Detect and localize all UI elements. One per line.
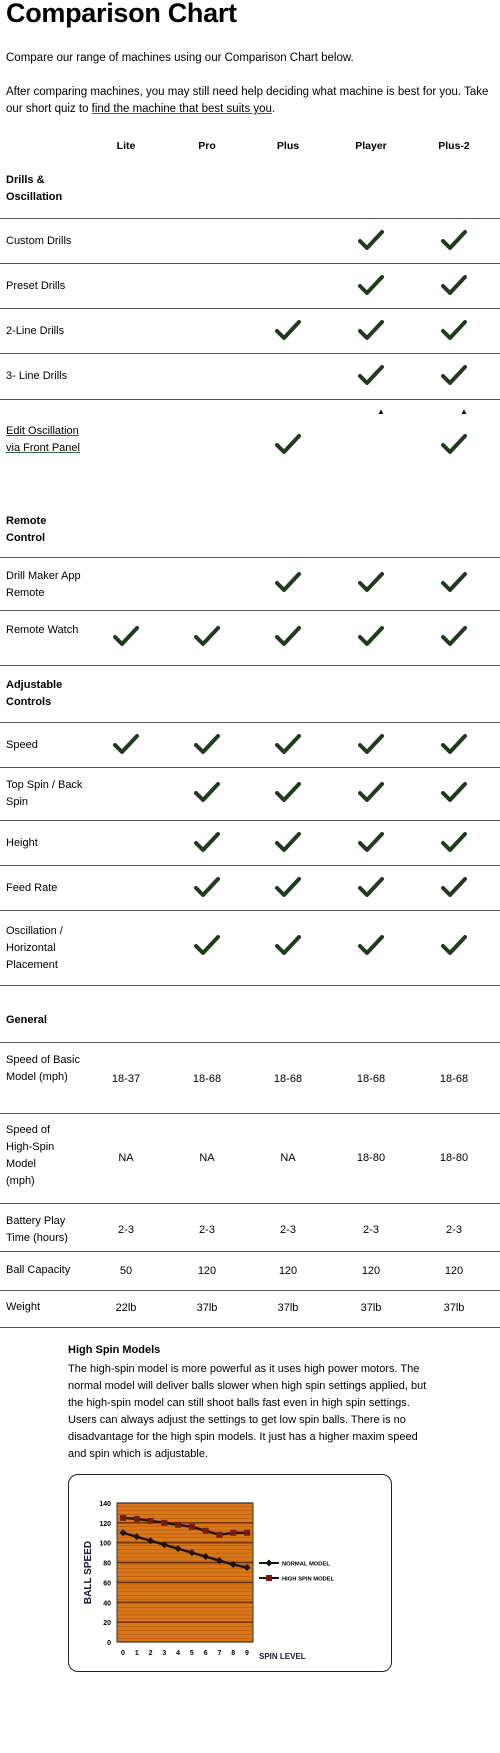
row-label-2-line-drills: 2-Line Drills: [6, 325, 65, 337]
value-cell: 2-3: [199, 1224, 215, 1236]
row-label-remote-watch: Remote Watch: [6, 624, 79, 636]
value-cell: 120: [197, 1265, 217, 1277]
row-label-ball-capacity: Ball Capacity: [6, 1264, 71, 1276]
checkmark-icon: [357, 831, 385, 853]
value-cell: 18-68: [192, 1073, 222, 1085]
row-label-height: Height: [6, 837, 38, 849]
row-divider: [0, 665, 500, 666]
row-label-3-line-drills: 3- Line Drills: [6, 370, 68, 382]
series-marker: [189, 1524, 195, 1530]
checkmark-icon: [193, 831, 221, 853]
checkmark-icon: [440, 934, 468, 956]
value-cell: 18-68: [439, 1073, 469, 1085]
checkmark-icon: [440, 831, 468, 853]
row-divider: [0, 910, 500, 911]
x-tick-label: 4: [176, 1650, 181, 1657]
checkmark-icon: [440, 274, 468, 296]
checkmark-icon: [357, 625, 385, 647]
checkmark-icon: [274, 781, 302, 803]
value-cell: NA: [118, 1152, 134, 1164]
column-header-lite: Lite: [116, 140, 136, 152]
series-marker: [120, 1515, 126, 1521]
checkmark-icon: [440, 571, 468, 593]
intro-text: Compare our range of machines using our Comparison Chart below.: [6, 52, 354, 64]
x-tick-label: 7: [217, 1650, 222, 1657]
value-cell: NA: [199, 1152, 215, 1164]
row-divider: [0, 865, 500, 866]
edit-oscillation-link[interactable]: Edit Oscillation via Front Panel: [6, 425, 80, 454]
value-cell: 37lb: [443, 1302, 465, 1314]
row-divider: [0, 557, 500, 558]
checkmark-icon: [193, 876, 221, 898]
column-header-pro: Pro: [198, 140, 216, 152]
row-divider: [0, 399, 500, 400]
checkmark-icon: [193, 625, 221, 647]
x-tick-label: 0: [121, 1650, 125, 1657]
high-spin-title: High Spin Models: [68, 1344, 161, 1356]
value-cell: 120: [444, 1265, 464, 1277]
row-label-top-spin: Top Spin / Back Spin: [6, 779, 83, 808]
value-cell: 22lb: [115, 1302, 137, 1314]
checkmark-icon: [274, 934, 302, 956]
row-label-speed-high-spin: Speed of High-Spin Model (mph): [6, 1124, 55, 1187]
row-label-feed-rate: Feed Rate: [6, 882, 58, 894]
value-cell: NA: [280, 1152, 296, 1164]
y-tick-label: 140: [99, 1501, 111, 1508]
x-tick-label: 3: [162, 1650, 167, 1657]
quiz-link[interactable]: find the machine that best suits you: [91, 103, 272, 115]
chart-canvas: [69, 1475, 391, 1671]
row-divider: [0, 767, 500, 768]
x-tick-label: 8: [231, 1650, 236, 1657]
row-divider: [0, 1251, 500, 1252]
checkmark-icon: [440, 433, 468, 455]
legend-label: NORMAL MODEL: [282, 1561, 330, 1568]
x-tick-label: 2: [148, 1650, 153, 1657]
x-tick-label: 6: [203, 1650, 208, 1657]
row-divider: [0, 722, 500, 723]
checkmark-icon: [440, 733, 468, 755]
checkmark-icon: [274, 625, 302, 647]
row-divider: [0, 610, 500, 611]
row-divider: [0, 1327, 500, 1328]
value-cell: 37lb: [360, 1302, 382, 1314]
x-tick-label: 1: [134, 1650, 139, 1657]
checkmark-icon: [357, 274, 385, 296]
y-tick-label: 60: [103, 1580, 111, 1588]
checkmark-icon: [357, 876, 385, 898]
value-cell: 120: [278, 1265, 298, 1277]
value-cell: 18-80: [356, 1152, 386, 1164]
y-tick-label: 100: [99, 1540, 111, 1548]
checkmark-icon: [357, 364, 385, 386]
row-label-drill-maker: Drill Maker App Remote: [6, 570, 81, 599]
checkmark-icon: [193, 781, 221, 803]
series-marker: [244, 1530, 250, 1536]
caret-up-icon: ▲: [377, 407, 385, 416]
value-cell: 18-80: [439, 1152, 469, 1164]
checkmark-icon: [440, 876, 468, 898]
checkmark-icon: [440, 625, 468, 647]
row-label-preset-drills: Preset Drills: [6, 280, 66, 292]
row-divider: [0, 218, 500, 219]
caret-up-icon: ▲: [460, 407, 468, 416]
legend-marker: [266, 1575, 272, 1581]
row-label-custom-drills: Custom Drills: [6, 235, 72, 247]
row-divider: [0, 263, 500, 264]
section-adjustable-controls: Adjustable Controls: [6, 679, 63, 708]
value-cell: 2-3: [446, 1224, 462, 1236]
row-label-speed-basic: Speed of Basic Model (mph): [6, 1054, 80, 1083]
checkmark-icon: [357, 229, 385, 251]
value-cell: 18-68: [356, 1073, 386, 1085]
checkmark-icon: [440, 781, 468, 803]
row-label-battery: Battery Play Time (hours): [6, 1215, 68, 1244]
checkmark-icon: [274, 876, 302, 898]
column-header-player: Player: [355, 140, 387, 152]
value-cell: 37lb: [277, 1302, 299, 1314]
value-cell: 2-3: [118, 1224, 134, 1236]
value-cell: 2-3: [363, 1224, 379, 1236]
series-marker: [148, 1518, 154, 1524]
section-remote-control: Remote Control: [6, 515, 47, 544]
checkmark-icon: [193, 934, 221, 956]
row-divider: [0, 1203, 500, 1204]
quiz-paragraph: After comparing machines, you may still need help deciding what machine is best for you. Take our short quiz to find the machine that best suits you.: [6, 86, 489, 115]
x-tick-label: 5: [189, 1650, 194, 1657]
y-tick-label: 0: [107, 1640, 111, 1647]
y-tick-label: 120: [99, 1520, 111, 1528]
checkmark-icon: [357, 934, 385, 956]
series-marker: [175, 1522, 181, 1528]
y-tick-label: 40: [103, 1600, 111, 1608]
speed-vs-spin-chart: [68, 1474, 392, 1672]
x-axis-label: SPIN LEVEL: [259, 1652, 306, 1661]
checkmark-icon: [274, 733, 302, 755]
row-label-edit-oscillation: [6, 423, 88, 457]
column-header-plus-2: Plus-2: [438, 140, 470, 152]
quiz-text: After comparing machines, you may still need help deciding what machine is best for you. Take our short quiz to: [6, 86, 489, 115]
y-tick-label: 20: [103, 1620, 111, 1628]
row-divider: [0, 1113, 500, 1114]
checkmark-icon: [357, 319, 385, 341]
high-spin-description: The high-spin model is more powerful as it uses high power motors. The normal model will deliver balls slower when high spin settings applied, but the high-spin model can still shoot balls fast even in high spin settings. Users can always adjust the settings to get low spin balls. There is no disadvantage for the high spin models. It just has a higher maxim speed and spin which is adjustable.: [68, 1363, 427, 1460]
row-label-speed: Speed: [6, 739, 38, 751]
checkmark-icon: [357, 781, 385, 803]
value-cell: 120: [361, 1265, 381, 1277]
checkmark-icon: [440, 229, 468, 251]
legend-label: HIGH SPIN MODEL: [282, 1576, 335, 1583]
row-label-weight: Weight: [6, 1301, 41, 1313]
checkmark-icon: [112, 733, 140, 755]
checkmark-icon: [193, 733, 221, 755]
row-divider: [0, 1290, 500, 1291]
page-title: Comparison Chart: [6, 0, 237, 28]
checkmark-icon: [357, 733, 385, 755]
row-divider: [0, 820, 500, 821]
y-tick-label: 80: [103, 1560, 111, 1568]
checkmark-icon: [112, 625, 140, 647]
checkmark-icon: [274, 831, 302, 853]
x-tick-label: 9: [245, 1650, 249, 1657]
row-divider: [0, 985, 500, 986]
row-divider: [0, 308, 500, 309]
checkmark-icon: [440, 364, 468, 386]
series-marker: [230, 1530, 236, 1536]
y-axis-label: BALL SPEED: [83, 1540, 94, 1605]
row-label-oscillation-horizontal: Oscillation / Horizontal Placement: [6, 925, 63, 971]
value-cell: 2-3: [280, 1224, 296, 1236]
column-header-plus: Plus: [276, 140, 300, 152]
value-cell: 50: [119, 1265, 133, 1277]
value-cell: 18-37: [111, 1073, 141, 1085]
series-marker: [216, 1532, 222, 1538]
legend-marker: [266, 1560, 273, 1567]
checkmark-icon: [274, 319, 302, 341]
row-divider: [0, 1042, 500, 1043]
value-cell: 37lb: [196, 1302, 218, 1314]
series-marker: [134, 1516, 140, 1522]
checkmark-icon: [440, 319, 468, 341]
checkmark-icon: [274, 571, 302, 593]
checkmark-icon: [274, 433, 302, 455]
value-cell: 18-68: [273, 1073, 303, 1085]
series-marker: [161, 1520, 167, 1526]
row-divider: [0, 353, 500, 354]
section-general: General: [6, 1014, 47, 1026]
checkmark-icon: [357, 571, 385, 593]
series-marker: [203, 1528, 209, 1534]
section-drills-oscillation: Drills & Oscillation: [6, 174, 63, 203]
